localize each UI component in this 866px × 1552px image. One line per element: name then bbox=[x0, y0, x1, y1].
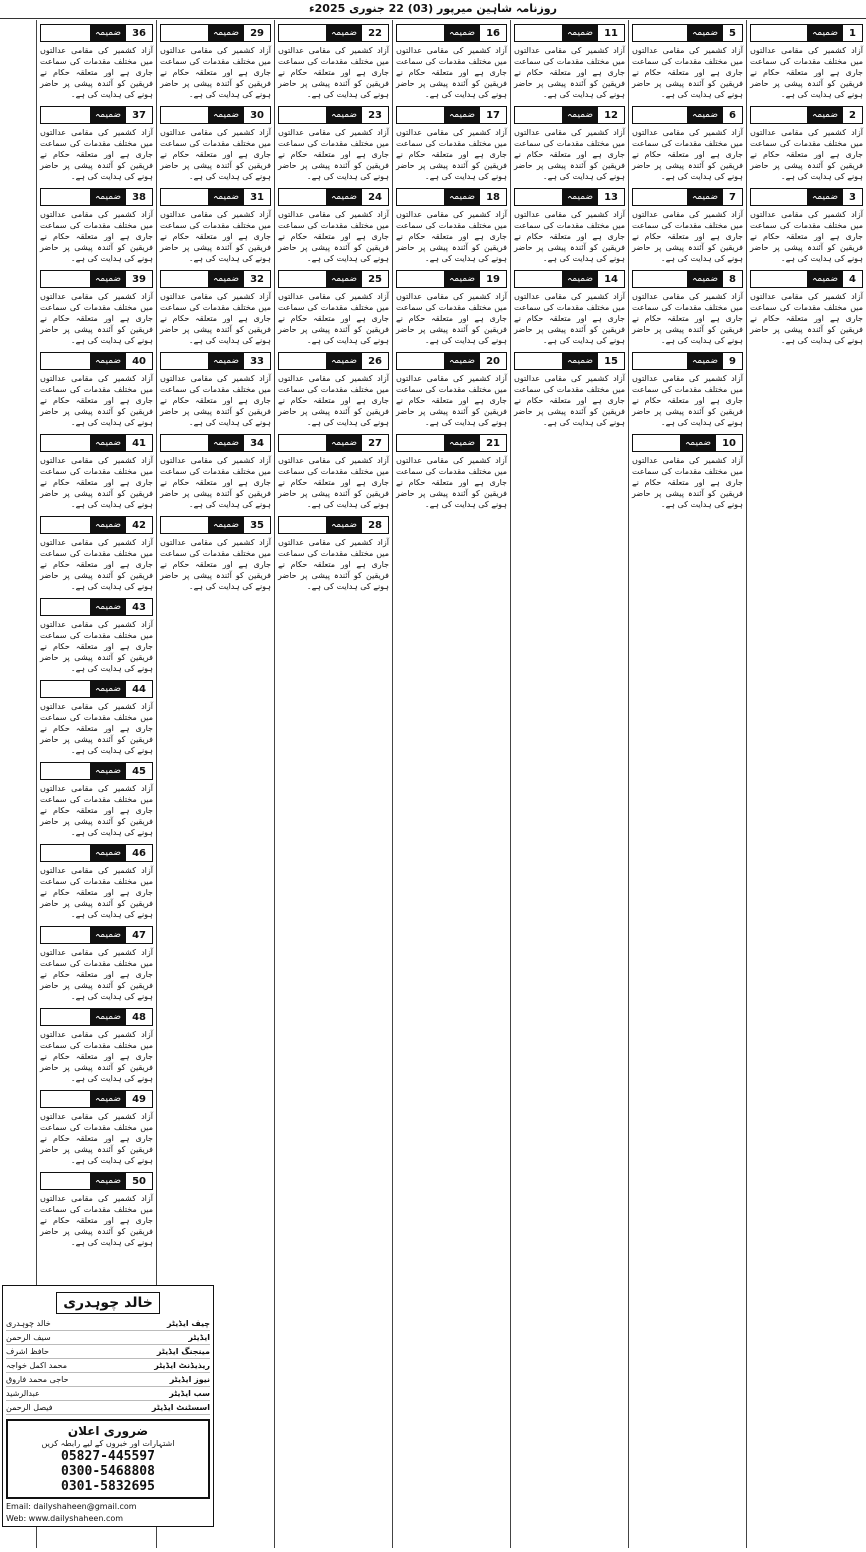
item-label: ضمیمہ bbox=[208, 271, 244, 287]
item-tag bbox=[396, 352, 507, 370]
item-label: ضمیمہ bbox=[208, 517, 244, 533]
item-label: ضمیمہ bbox=[326, 353, 362, 369]
item-label: ضمیمہ bbox=[208, 25, 244, 41]
item-body: آزاد کشمیر کی مقامی عدالتوں میں مختلف مقدمات کی سماعت جاری ہے اور متعلقہ حکام نے فریقین کو آئندہ پیشی پر حاضر ہونے کی ہدایت کی ہے۔ bbox=[514, 210, 625, 263]
item-label: ضمیمہ bbox=[208, 189, 244, 205]
item-body: آزاد کشمیر کی مقامی عدالتوں میں مختلف مقدمات کی سماعت جاری ہے اور متعلقہ حکام نے فریقین کو آئندہ پیشی پر حاضر ہونے کی ہدایت کی ہے۔ bbox=[278, 46, 389, 99]
item-number: 28 bbox=[368, 519, 382, 531]
editorial-row bbox=[6, 1345, 210, 1359]
item-label: ضمیمہ bbox=[687, 271, 723, 287]
item-body: آزاد کشمیر کی مقامی عدالتوں میں مختلف مقدمات کی سماعت جاری ہے اور متعلقہ حکام نے فریقین کو آئندہ پیشی پر حاضر ہونے کی ہدایت کی ہے۔ bbox=[40, 128, 153, 181]
item-number: 22 bbox=[368, 27, 382, 39]
item-tag bbox=[40, 24, 153, 42]
item-label: ضمیمہ bbox=[90, 435, 126, 451]
editorial-row bbox=[6, 1373, 210, 1387]
item-label: ضمیمہ bbox=[90, 681, 126, 697]
item-tag bbox=[278, 434, 389, 452]
editorial-role: اسسٹنٹ ایڈیٹر bbox=[151, 1403, 210, 1412]
item-body: آزاد کشمیر کی مقامی عدالتوں میں مختلف مقدمات کی سماعت جاری ہے اور متعلقہ حکام نے فریقین کو آئندہ پیشی پر حاضر ہونے کی ہدایت کی ہے۔ bbox=[40, 784, 153, 837]
email-line[interactable]: Email: dailyshaheen@gmail.com bbox=[6, 1502, 137, 1511]
editorial-row bbox=[6, 1331, 210, 1345]
item-tag bbox=[40, 1008, 153, 1026]
news-item bbox=[40, 270, 153, 346]
item-number: 43 bbox=[132, 601, 146, 613]
phone-number: 0301-5832695 bbox=[61, 1479, 155, 1494]
news-item bbox=[396, 24, 507, 100]
item-label: ضمیمہ bbox=[807, 107, 843, 123]
news-item bbox=[278, 352, 389, 428]
item-body: آزاد کشمیر کی مقامی عدالتوں میں مختلف مقدمات کی سماعت جاری ہے اور متعلقہ حکام نے فریقین کو آئندہ پیشی پر حاضر ہونے کی ہدایت کی ہے۔ bbox=[514, 46, 625, 99]
item-body: آزاد کشمیر کی مقامی عدالتوں میں مختلف مقدمات کی سماعت جاری ہے اور متعلقہ حکام نے فریقین کو آئندہ پیشی پر حاضر ہونے کی ہدایت کی ہے۔ bbox=[396, 456, 507, 509]
item-body: آزاد کشمیر کی مقامی عدالتوں میں مختلف مقدمات کی سماعت جاری ہے اور متعلقہ حکام نے فریقین کو آئندہ پیشی پر حاضر ہونے کی ہدایت کی ہے۔ bbox=[40, 1112, 153, 1165]
item-body: آزاد کشمیر کی مقامی عدالتوں میں مختلف مقدمات کی سماعت جاری ہے اور متعلقہ حکام نے فریقین کو آئندہ پیشی پر حاضر ہونے کی ہدایت کی ہے۔ bbox=[278, 128, 389, 181]
item-number: 18 bbox=[486, 191, 500, 203]
item-label: ضمیمہ bbox=[90, 517, 126, 533]
item-number: 44 bbox=[132, 683, 146, 695]
item-body: آزاد کشمیر کی مقامی عدالتوں میں مختلف مقدمات کی سماعت جاری ہے اور متعلقہ حکام نے فریقین کو آئندہ پیشی پر حاضر ہونے کی ہدایت کی ہے۔ bbox=[632, 128, 743, 181]
item-tag bbox=[40, 926, 153, 944]
editorial-person: عبدالرشید bbox=[6, 1389, 40, 1398]
item-body: آزاد کشمیر کی مقامی عدالتوں میں مختلف مقدمات کی سماعت جاری ہے اور متعلقہ حکام نے فریقین کو آئندہ پیشی پر حاضر ہونے کی ہدایت کی ہے۔ bbox=[40, 620, 153, 673]
editorial-role: ریذیڈنٹ ایڈیٹر bbox=[154, 1361, 210, 1370]
item-number: 3 bbox=[849, 191, 856, 203]
news-item bbox=[278, 434, 389, 510]
item-body: آزاد کشمیر کی مقامی عدالتوں میں مختلف مقدمات کی سماعت جاری ہے اور متعلقہ حکام نے فریقین کو آئندہ پیشی پر حاضر ہونے کی ہدایت کی ہے۔ bbox=[40, 538, 153, 591]
news-item bbox=[40, 1008, 153, 1084]
item-label: ضمیمہ bbox=[90, 1091, 126, 1107]
item-body: آزاد کشمیر کی مقامی عدالتوں میں مختلف مقدمات کی سماعت جاری ہے اور متعلقہ حکام نے فریقین کو آئندہ پیشی پر حاضر ہونے کی ہدایت کی ہے۔ bbox=[40, 374, 153, 427]
item-label: ضمیمہ bbox=[208, 353, 244, 369]
news-item bbox=[396, 270, 507, 346]
news-item bbox=[160, 106, 271, 182]
news-item bbox=[40, 516, 153, 592]
news-item bbox=[40, 1172, 153, 1248]
news-column bbox=[392, 20, 510, 1548]
item-body: آزاد کشمیر کی مقامی عدالتوں میں مختلف مقدمات کی سماعت جاری ہے اور متعلقہ حکام نے فریقین کو آئندہ پیشی پر حاضر ہونے کی ہدایت کی ہے۔ bbox=[40, 1194, 153, 1247]
item-tag bbox=[160, 106, 271, 124]
item-label: ضمیمہ bbox=[326, 435, 362, 451]
news-item bbox=[40, 844, 153, 920]
item-label: ضمیمہ bbox=[90, 25, 126, 41]
phone-number: 0300-5468808 bbox=[61, 1464, 155, 1479]
item-tag bbox=[160, 188, 271, 206]
item-label: ضمیمہ bbox=[562, 189, 598, 205]
item-body: آزاد کشمیر کی مقامی عدالتوں میں مختلف مقدمات کی سماعت جاری ہے اور متعلقہ حکام نے فریقین کو آئندہ پیشی پر حاضر ہونے کی ہدایت کی ہے۔ bbox=[632, 46, 743, 99]
item-tag bbox=[514, 106, 625, 124]
news-item bbox=[160, 270, 271, 346]
item-label: ضمیمہ bbox=[326, 517, 362, 533]
news-item bbox=[750, 188, 863, 264]
item-number: 39 bbox=[132, 273, 146, 285]
item-number: 47 bbox=[132, 929, 146, 941]
news-item bbox=[40, 598, 153, 674]
news-item bbox=[40, 24, 153, 100]
item-body: آزاد کشمیر کی مقامی عدالتوں میں مختلف مقدمات کی سماعت جاری ہے اور متعلقہ حکام نے فریقین کو آئندہ پیشی پر حاضر ہونے کی ہدایت کی ہے۔ bbox=[514, 292, 625, 345]
item-label: ضمیمہ bbox=[444, 25, 480, 41]
item-tag bbox=[750, 106, 863, 124]
item-label: ضمیمہ bbox=[90, 763, 126, 779]
news-column bbox=[274, 20, 392, 1548]
phone-number: 05827-445597 bbox=[61, 1449, 155, 1464]
item-number: 23 bbox=[368, 109, 382, 121]
item-number: 25 bbox=[368, 273, 382, 285]
news-item bbox=[40, 1090, 153, 1166]
item-body: آزاد کشمیر کی مقامی عدالتوں میں مختلف مقدمات کی سماعت جاری ہے اور متعلقہ حکام نے فریقین کو آئندہ پیشی پر حاضر ہونے کی ہدایت کی ہے۔ bbox=[396, 292, 507, 345]
item-tag bbox=[396, 270, 507, 288]
item-body: آزاد کشمیر کی مقامی عدالتوں میں مختلف مقدمات کی سماعت جاری ہے اور متعلقہ حکام نے فریقین کو آئندہ پیشی پر حاضر ہونے کی ہدایت کی ہے۔ bbox=[750, 292, 863, 345]
item-body: آزاد کشمیر کی مقامی عدالتوں میں مختلف مقدمات کی سماعت جاری ہے اور متعلقہ حکام نے فریقین کو آئندہ پیشی پر حاضر ہونے کی ہدایت کی ہے۔ bbox=[750, 128, 863, 181]
item-label: ضمیمہ bbox=[562, 353, 598, 369]
item-label: ضمیمہ bbox=[444, 353, 480, 369]
news-item bbox=[40, 434, 153, 510]
item-tag bbox=[632, 24, 743, 42]
item-body: آزاد کشمیر کی مقامی عدالتوں میں مختلف مقدمات کی سماعت جاری ہے اور متعلقہ حکام نے فریقین کو آئندہ پیشی پر حاضر ہونے کی ہدایت کی ہے۔ bbox=[40, 46, 153, 99]
item-number: 40 bbox=[132, 355, 146, 367]
item-body: آزاد کشمیر کی مقامی عدالتوں میں مختلف مقدمات کی سماعت جاری ہے اور متعلقہ حکام نے فریقین کو آئندہ پیشی پر حاضر ہونے کی ہدایت کی ہے۔ bbox=[632, 456, 743, 509]
news-column bbox=[746, 20, 866, 1548]
item-body: آزاد کشمیر کی مقامی عدالتوں میں مختلف مقدمات کی سماعت جاری ہے اور متعلقہ حکام نے فریقین کو آئندہ پیشی پر حاضر ہونے کی ہدایت کی ہے۔ bbox=[750, 210, 863, 263]
editorial-role: چیف ایڈیٹر bbox=[167, 1319, 210, 1328]
item-label: ضمیمہ bbox=[687, 107, 723, 123]
news-column bbox=[628, 20, 746, 1548]
item-number: 12 bbox=[604, 109, 618, 121]
item-label: ضمیمہ bbox=[90, 189, 126, 205]
item-body: آزاد کشمیر کی مقامی عدالتوں میں مختلف مقدمات کی سماعت جاری ہے اور متعلقہ حکام نے فریقین کو آئندہ پیشی پر حاضر ہونے کی ہدایت کی ہے۔ bbox=[160, 210, 271, 263]
editorial-person: خالد چوہدری bbox=[6, 1319, 51, 1328]
item-label: ضمیمہ bbox=[807, 25, 843, 41]
item-number: 10 bbox=[722, 437, 736, 449]
news-item bbox=[396, 106, 507, 182]
item-label: ضمیمہ bbox=[90, 271, 126, 287]
item-number: 34 bbox=[250, 437, 264, 449]
item-tag bbox=[40, 434, 153, 452]
editorial-row bbox=[6, 1317, 210, 1331]
item-number: 41 bbox=[132, 437, 146, 449]
item-number: 38 bbox=[132, 191, 146, 203]
item-body: آزاد کشمیر کی مقامی عدالتوں میں مختلف مقدمات کی سماعت جاری ہے اور متعلقہ حکام نے فریقین کو آئندہ پیشی پر حاضر ہونے کی ہدایت کی ہے۔ bbox=[278, 374, 389, 427]
item-label: ضمیمہ bbox=[562, 271, 598, 287]
item-number: 19 bbox=[486, 273, 500, 285]
item-body: آزاد کشمیر کی مقامی عدالتوں میں مختلف مقدمات کی سماعت جاری ہے اور متعلقہ حکام نے فریقین کو آئندہ پیشی پر حاضر ہونے کی ہدایت کی ہے۔ bbox=[160, 46, 271, 99]
item-tag bbox=[396, 24, 507, 42]
item-body: آزاد کشمیر کی مقامی عدالتوں میں مختلف مقدمات کی سماعت جاری ہے اور متعلقہ حکام نے فریقین کو آئندہ پیشی پر حاضر ہونے کی ہدایت کی ہے۔ bbox=[40, 456, 153, 509]
item-body: آزاد کشمیر کی مقامی عدالتوں میں مختلف مقدمات کی سماعت جاری ہے اور متعلقہ حکام نے فریقین کو آئندہ پیشی پر حاضر ہونے کی ہدایت کی ہے۔ bbox=[750, 46, 863, 99]
item-label: ضمیمہ bbox=[208, 435, 244, 451]
item-tag bbox=[40, 1090, 153, 1108]
item-tag bbox=[396, 106, 507, 124]
item-body: آزاد کشمیر کی مقامی عدالتوں میں مختلف مقدمات کی سماعت جاری ہے اور متعلقہ حکام نے فریقین کو آئندہ پیشی پر حاضر ہونے کی ہدایت کی ہے۔ bbox=[40, 866, 153, 919]
item-tag bbox=[40, 1172, 153, 1190]
editorial-person: محمد اکمل خواجہ bbox=[6, 1361, 68, 1370]
item-tag bbox=[514, 270, 625, 288]
item-number: 30 bbox=[250, 109, 264, 121]
notice-box bbox=[6, 1419, 210, 1499]
item-label: ضمیمہ bbox=[562, 25, 598, 41]
editorial-person: سیف الرحمن bbox=[6, 1333, 51, 1342]
item-number: 35 bbox=[250, 519, 264, 531]
news-item bbox=[396, 352, 507, 428]
news-item bbox=[160, 516, 271, 592]
item-tag bbox=[278, 270, 389, 288]
item-label: ضمیمہ bbox=[807, 189, 843, 205]
news-item bbox=[160, 188, 271, 264]
item-label: ضمیمہ bbox=[444, 107, 480, 123]
news-item bbox=[160, 434, 271, 510]
news-item bbox=[632, 270, 743, 346]
item-tag bbox=[632, 434, 743, 452]
item-label: ضمیمہ bbox=[90, 107, 126, 123]
item-number: 29 bbox=[250, 27, 264, 39]
item-number: 49 bbox=[132, 1093, 146, 1105]
item-number: 48 bbox=[132, 1011, 146, 1023]
item-label: ضمیمہ bbox=[326, 107, 362, 123]
notice-heading: ضروری اعلان bbox=[67, 1424, 149, 1438]
editorial-rows bbox=[6, 1317, 210, 1415]
item-tag bbox=[40, 516, 153, 534]
item-number: 42 bbox=[132, 519, 146, 531]
news-item bbox=[278, 24, 389, 100]
news-item bbox=[514, 24, 625, 100]
item-tag bbox=[40, 106, 153, 124]
news-item bbox=[278, 188, 389, 264]
item-tag bbox=[750, 270, 863, 288]
item-number: 31 bbox=[250, 191, 264, 203]
news-item bbox=[632, 106, 743, 182]
item-body: آزاد کشمیر کی مقامی عدالتوں میں مختلف مقدمات کی سماعت جاری ہے اور متعلقہ حکام نے فریقین کو آئندہ پیشی پر حاضر ہونے کی ہدایت کی ہے۔ bbox=[396, 210, 507, 263]
masthead: روزنامہ شاہین میرپور (03) 22 جنوری 2025ء bbox=[0, 0, 866, 19]
item-label: ضمیمہ bbox=[687, 353, 723, 369]
item-number: 16 bbox=[486, 27, 500, 39]
item-number: 26 bbox=[368, 355, 382, 367]
item-body: آزاد کشمیر کی مقامی عدالتوں میں مختلف مقدمات کی سماعت جاری ہے اور متعلقہ حکام نے فریقین کو آئندہ پیشی پر حاضر ہونے کی ہدایت کی ہے۔ bbox=[160, 128, 271, 181]
item-tag bbox=[40, 680, 153, 698]
item-label: ضمیمہ bbox=[90, 1173, 126, 1189]
item-body: آزاد کشمیر کی مقامی عدالتوں میں مختلف مقدمات کی سماعت جاری ہے اور متعلقہ حکام نے فریقین کو آئندہ پیشی پر حاضر ہونے کی ہدایت کی ہے۔ bbox=[278, 456, 389, 509]
item-body: آزاد کشمیر کی مقامی عدالتوں میں مختلف مقدمات کی سماعت جاری ہے اور متعلقہ حکام نے فریقین کو آئندہ پیشی پر حاضر ہونے کی ہدایت کی ہے۔ bbox=[40, 292, 153, 345]
news-item bbox=[632, 188, 743, 264]
item-tag bbox=[278, 516, 389, 534]
news-item bbox=[514, 106, 625, 182]
news-item bbox=[160, 24, 271, 100]
item-number: 9 bbox=[729, 355, 736, 367]
item-body: آزاد کشمیر کی مقامی عدالتوں میں مختلف مقدمات کی سماعت جاری ہے اور متعلقہ حکام نے فریقین کو آئندہ پیشی پر حاضر ہونے کی ہدایت کی ہے۔ bbox=[632, 374, 743, 427]
item-number: 36 bbox=[132, 27, 146, 39]
editorial-person: فیصل الرحمن bbox=[6, 1403, 53, 1412]
item-label: ضمیمہ bbox=[208, 107, 244, 123]
item-body: آزاد کشمیر کی مقامی عدالتوں میں مختلف مقدمات کی سماعت جاری ہے اور متعلقہ حکام نے فریقین کو آئندہ پیشی پر حاضر ہونے کی ہدایت کی ہے۔ bbox=[40, 210, 153, 263]
item-tag bbox=[40, 844, 153, 862]
item-number: 14 bbox=[604, 273, 618, 285]
editorial-person: حاجی محمد فاروق bbox=[6, 1375, 69, 1384]
news-item bbox=[40, 106, 153, 182]
news-item bbox=[278, 270, 389, 346]
item-tag bbox=[160, 434, 271, 452]
editorial-role: ایڈیٹر bbox=[188, 1333, 210, 1342]
item-number: 4 bbox=[849, 273, 856, 285]
item-tag bbox=[632, 106, 743, 124]
news-item bbox=[40, 926, 153, 1002]
item-tag bbox=[632, 352, 743, 370]
editorial-row bbox=[6, 1387, 210, 1401]
item-number: 17 bbox=[486, 109, 500, 121]
news-item bbox=[632, 24, 743, 100]
item-tag bbox=[40, 352, 153, 370]
item-body: آزاد کشمیر کی مقامی عدالتوں میں مختلف مقدمات کی سماعت جاری ہے اور متعلقہ حکام نے فریقین کو آئندہ پیشی پر حاضر ہونے کی ہدایت کی ہے۔ bbox=[160, 456, 271, 509]
notice-body: اشتہارات اور خبروں کے لیے رابطہ کریں bbox=[41, 1439, 175, 1448]
item-tag bbox=[514, 352, 625, 370]
item-number: 20 bbox=[486, 355, 500, 367]
item-tag bbox=[632, 270, 743, 288]
item-tag bbox=[278, 188, 389, 206]
item-label: ضمیمہ bbox=[90, 927, 126, 943]
item-tag bbox=[40, 270, 153, 288]
item-number: 45 bbox=[132, 765, 146, 777]
item-number: 6 bbox=[729, 109, 736, 121]
item-body: آزاد کشمیر کی مقامی عدالتوں میں مختلف مقدمات کی سماعت جاری ہے اور متعلقہ حکام نے فریقین کو آئندہ پیشی پر حاضر ہونے کی ہدایت کی ہے۔ bbox=[396, 374, 507, 427]
item-body: آزاد کشمیر کی مقامی عدالتوں میں مختلف مقدمات کی سماعت جاری ہے اور متعلقہ حکام نے فریقین کو آئندہ پیشی پر حاضر ہونے کی ہدایت کی ہے۔ bbox=[278, 538, 389, 591]
item-number: 11 bbox=[604, 27, 618, 39]
item-number: 5 bbox=[729, 27, 736, 39]
news-item bbox=[160, 352, 271, 428]
editorial-box bbox=[2, 1285, 214, 1527]
item-body: آزاد کشمیر کی مقامی عدالتوں میں مختلف مقدمات کی سماعت جاری ہے اور متعلقہ حکام نے فریقین کو آئندہ پیشی پر حاضر ہونے کی ہدایت کی ہے۔ bbox=[40, 702, 153, 755]
news-item bbox=[750, 270, 863, 346]
item-number: 24 bbox=[368, 191, 382, 203]
item-label: ضمیمہ bbox=[562, 107, 598, 123]
item-tag bbox=[160, 352, 271, 370]
item-label: ضمیمہ bbox=[90, 353, 126, 369]
item-label: ضمیمہ bbox=[90, 1009, 126, 1025]
editorial-role: نیوز ایڈیٹر bbox=[169, 1375, 210, 1384]
news-item bbox=[40, 188, 153, 264]
item-label: ضمیمہ bbox=[687, 25, 723, 41]
item-label: ضمیمہ bbox=[326, 271, 362, 287]
news-item bbox=[750, 106, 863, 182]
item-label: ضمیمہ bbox=[444, 271, 480, 287]
item-body: آزاد کشمیر کی مقامی عدالتوں میں مختلف مقدمات کی سماعت جاری ہے اور متعلقہ حکام نے فریقین کو آئندہ پیشی پر حاضر ہونے کی ہدایت کی ہے۔ bbox=[396, 128, 507, 181]
item-number: 27 bbox=[368, 437, 382, 449]
item-tag bbox=[278, 24, 389, 42]
web-line[interactable]: Web: www.dailyshaheen.com bbox=[6, 1514, 124, 1523]
item-tag bbox=[396, 188, 507, 206]
item-tag bbox=[750, 188, 863, 206]
item-number: 13 bbox=[604, 191, 618, 203]
editor-title: خالد چوہدری bbox=[56, 1292, 160, 1314]
news-item bbox=[396, 188, 507, 264]
item-label: ضمیمہ bbox=[444, 189, 480, 205]
item-label: ضمیمہ bbox=[326, 25, 362, 41]
editorial-role: سب ایڈیٹر bbox=[169, 1389, 210, 1398]
item-tag bbox=[514, 24, 625, 42]
item-label: ضمیمہ bbox=[680, 435, 716, 451]
news-item bbox=[278, 106, 389, 182]
item-tag bbox=[632, 188, 743, 206]
item-label: ضمیمہ bbox=[326, 189, 362, 205]
item-label: ضمیمہ bbox=[807, 271, 843, 287]
item-number: 50 bbox=[132, 1175, 146, 1187]
item-label: ضمیمہ bbox=[90, 845, 126, 861]
news-item bbox=[278, 516, 389, 592]
item-tag bbox=[160, 270, 271, 288]
item-number: 33 bbox=[250, 355, 264, 367]
item-body: آزاد کشمیر کی مقامی عدالتوں میں مختلف مقدمات کی سماعت جاری ہے اور متعلقہ حکام نے فریقین کو آئندہ پیشی پر حاضر ہونے کی ہدایت کی ہے۔ bbox=[40, 948, 153, 1001]
item-number: 46 bbox=[132, 847, 146, 859]
item-label: ضمیمہ bbox=[90, 599, 126, 615]
item-body: آزاد کشمیر کی مقامی عدالتوں میں مختلف مقدمات کی سماعت جاری ہے اور متعلقہ حکام نے فریقین کو آئندہ پیشی پر حاضر ہونے کی ہدایت کی ہے۔ bbox=[396, 46, 507, 99]
news-item bbox=[632, 434, 743, 510]
item-body: آزاد کشمیر کی مقامی عدالتوں میں مختلف مقدمات کی سماعت جاری ہے اور متعلقہ حکام نے فریقین کو آئندہ پیشی پر حاضر ہونے کی ہدایت کی ہے۔ bbox=[632, 292, 743, 345]
news-item bbox=[514, 352, 625, 428]
item-body: آزاد کشمیر کی مقامی عدالتوں میں مختلف مقدمات کی سماعت جاری ہے اور متعلقہ حکام نے فریقین کو آئندہ پیشی پر حاضر ہونے کی ہدایت کی ہے۔ bbox=[278, 292, 389, 345]
item-number: 21 bbox=[486, 437, 500, 449]
item-number: 1 bbox=[849, 27, 856, 39]
item-label: ضمیمہ bbox=[444, 435, 480, 451]
news-item bbox=[40, 680, 153, 756]
news-item bbox=[514, 188, 625, 264]
item-tag bbox=[160, 516, 271, 534]
item-tag bbox=[278, 106, 389, 124]
item-body: آزاد کشمیر کی مقامی عدالتوں میں مختلف مقدمات کی سماعت جاری ہے اور متعلقہ حکام نے فریقین کو آئندہ پیشی پر حاضر ہونے کی ہدایت کی ہے۔ bbox=[160, 538, 271, 591]
editorial-row bbox=[6, 1401, 210, 1415]
item-body: آزاد کشمیر کی مقامی عدالتوں میں مختلف مقدمات کی سماعت جاری ہے اور متعلقہ حکام نے فریقین کو آئندہ پیشی پر حاضر ہونے کی ہدایت کی ہے۔ bbox=[40, 1030, 153, 1083]
item-number: 37 bbox=[132, 109, 146, 121]
editorial-role: مینجنگ ایڈیٹر bbox=[156, 1347, 210, 1356]
news-item bbox=[396, 434, 507, 510]
editorial-row bbox=[6, 1359, 210, 1373]
item-tag bbox=[40, 762, 153, 780]
item-tag bbox=[514, 188, 625, 206]
item-label: ضمیمہ bbox=[687, 189, 723, 205]
item-number: 2 bbox=[849, 109, 856, 121]
item-tag bbox=[160, 24, 271, 42]
news-item bbox=[750, 24, 863, 100]
news-item bbox=[632, 352, 743, 428]
item-tag bbox=[40, 188, 153, 206]
item-tag bbox=[750, 24, 863, 42]
item-tag bbox=[278, 352, 389, 370]
item-body: آزاد کشمیر کی مقامی عدالتوں میں مختلف مقدمات کی سماعت جاری ہے اور متعلقہ حکام نے فریقین کو آئندہ پیشی پر حاضر ہونے کی ہدایت کی ہے۔ bbox=[514, 128, 625, 181]
item-number: 8 bbox=[729, 273, 736, 285]
news-column bbox=[510, 20, 628, 1548]
news-item bbox=[40, 762, 153, 838]
item-number: 7 bbox=[729, 191, 736, 203]
news-item bbox=[40, 352, 153, 428]
item-body: آزاد کشمیر کی مقامی عدالتوں میں مختلف مقدمات کی سماعت جاری ہے اور متعلقہ حکام نے فریقین کو آئندہ پیشی پر حاضر ہونے کی ہدایت کی ہے۔ bbox=[514, 374, 625, 427]
item-body: آزاد کشمیر کی مقامی عدالتوں میں مختلف مقدمات کی سماعت جاری ہے اور متعلقہ حکام نے فریقین کو آئندہ پیشی پر حاضر ہونے کی ہدایت کی ہے۔ bbox=[160, 374, 271, 427]
item-number: 15 bbox=[604, 355, 618, 367]
item-tag bbox=[40, 598, 153, 616]
news-item bbox=[514, 270, 625, 346]
item-tag bbox=[396, 434, 507, 452]
item-body: آزاد کشمیر کی مقامی عدالتوں میں مختلف مقدمات کی سماعت جاری ہے اور متعلقہ حکام نے فریقین کو آئندہ پیشی پر حاضر ہونے کی ہدایت کی ہے۔ bbox=[278, 210, 389, 263]
item-body: آزاد کشمیر کی مقامی عدالتوں میں مختلف مقدمات کی سماعت جاری ہے اور متعلقہ حکام نے فریقین کو آئندہ پیشی پر حاضر ہونے کی ہدایت کی ہے۔ bbox=[632, 210, 743, 263]
editorial-person: حافظ اشرف bbox=[6, 1347, 49, 1356]
item-body: آزاد کشمیر کی مقامی عدالتوں میں مختلف مقدمات کی سماعت جاری ہے اور متعلقہ حکام نے فریقین کو آئندہ پیشی پر حاضر ہونے کی ہدایت کی ہے۔ bbox=[160, 292, 271, 345]
item-number: 32 bbox=[250, 273, 264, 285]
